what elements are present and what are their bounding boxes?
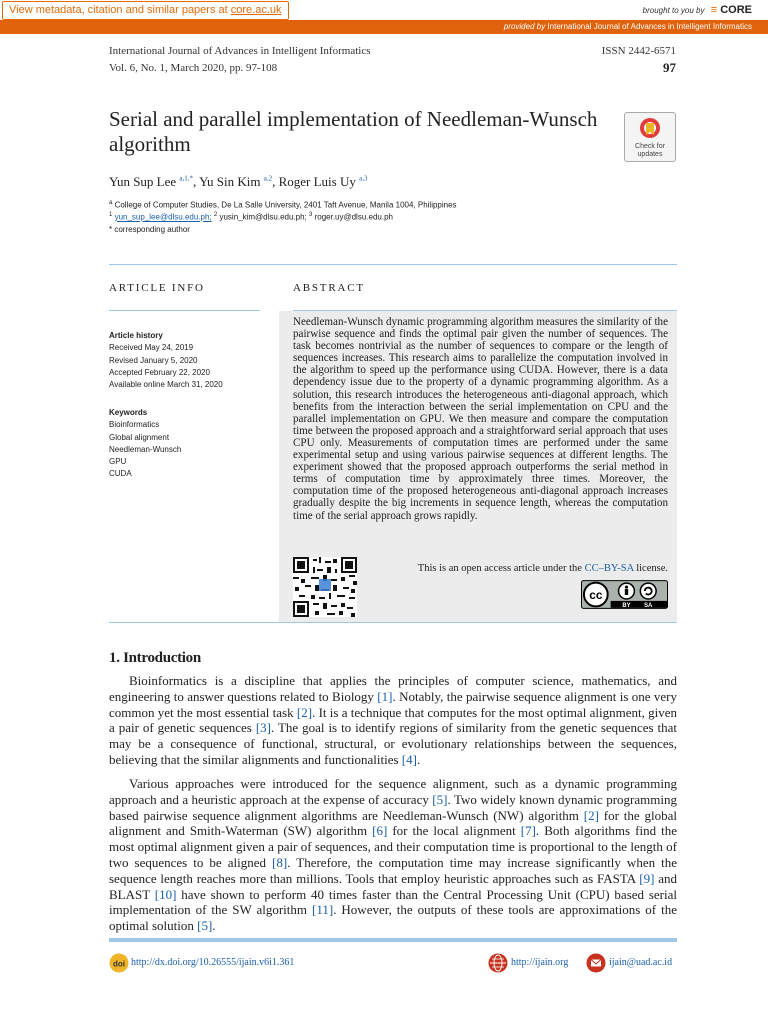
citation-link[interactable]: [5] [197,918,213,934]
globe-icon [488,953,508,973]
email-text: roger.uy@dlsu.edu.ph [314,212,393,222]
citation-link[interactable]: [2] [583,807,599,823]
qr-code-icon[interactable] [293,557,357,617]
paper-title: Serial and parallel implementation of Needleman-Wunsch algorithm [109,107,598,156]
author: Roger Luis Uy [278,174,356,189]
corresponding-author: * corresponding author [109,225,190,234]
author-list: Yun Sup Lee $^{a,1,*}$, Yu Sin Kim $^{a,2}$, Roger Luis Uy $^{a,3}$ [109,174,368,189]
abstract-text: Needleman-Wunsch dynamic programming algorithm measures the similarity of the pairwise sequence and finds the optimal pair given the number of sequences. The task becomes nontrivial as the number of sequences to compare or the length of sequences increases. This research aims to parallelize the computation involved in the algorithm to speed up the performance using CUDA. However, there is a data dependency issue due to the property of a dynamic programming algorithm. As a solution, this research introduces the heterogeneous anti-diagonal approach, which benefits from the interaction between the serial implementation on CPU and the parallel implementation on GPU. We then measure and compare the computation time between the proposed approach and a straightforward serial approach that uses CPU only. Measurements of computation times are performed under the same experimental setup and using various pairwise sequences at different lengths. The experiment showed that the proposed approach outperforms the serial method in terms of computation time by approximately three times. Moreover, the computation time of the proposed heterogeneous anti-diagonal approach increases gradually despite the big increments in sequence length, whereas the computation time of the serial approach grows rapidly. [293,316,668,522]
svg-text:BY: BY [622,602,631,609]
intro-paragraph-1: Bioinformatics is a discipline that applies the principles of computer science, mathematics, and engineering to answer questions related to Biology [1]. Notably, the pairwise sequence alignment is one very common yet the most essential task [2]. It is a technique that computes for the most optimal alignment, given a pair of genetic sequences [3]. The goal is to identify regions of similarity from the genetic sequences that may be a consequence of functional, structural, or evolutionary relationships between the sequences, believing that the similar alignments and functionalities [4]. [109,673,677,767]
mail-icon [586,953,606,973]
author: Yu Sin Kim [199,174,261,189]
citation-link[interactable]: [7] [520,823,536,839]
intro-paragraph-2: Various approaches were introduced for the sequence alignment, such as a dynamic programming approach and a heuristic approach at the expense of accuracy [5]. Two widely known dynamic programming based pairwise sequence alignment algorithms are Needleman-Wunsch (NW) algorithm [2] for the global alignment and Smith-Waterman (SW) algorithm [6] for the local alignment [7]. Both algorithms find the most optimal alignment given a pair of sequences, and their computation time is proportional to the length of two sequences to be aligned [8]. Therefore, the computation time may increase significantly when the sequence length reaches more than millions. Tools that employ heuristic approaches such as FASTA [9] and BLAST [10] have shown to perform 40 times faster than the Central Processing Unit (CPU) based serial implementation of the SW algorithm [11]. However, the outputs of these tools are approximations of the optimal solution [5]. [109,776,678,934]
email-link[interactable]: yun_sup_lee@dlsu.edu.ph; [114,212,212,222]
bookmark-icon [639,117,661,143]
citation-link[interactable]: [11] [312,902,334,918]
affiliation: $^a$ College of Computer Studies, De La Salle University, 2401 Taft Avenue, Manila 1004, Philippines [109,200,457,210]
journal-title: International Journal of Advances in Intelligent Informatics [109,45,371,57]
license-statement: This is an open access article under the CC–BY-SA license. [417,563,668,574]
section-rule [109,264,677,265]
core-metadata-link[interactable]: View metadata, citation and similar papers at core.ac.uk [2,1,289,20]
issn: ISSN 2442-6571 [601,45,676,57]
page-number: 97 [663,60,676,75]
citation-link[interactable]: [4] [401,751,417,767]
citation-link[interactable]: [10] [154,886,177,902]
article-info-heading: ARTICLE INFO [109,282,205,294]
citation-link[interactable]: [6] [372,823,388,839]
core-logo-icon[interactable]: ≡ CORE [710,4,752,16]
email-text: yusin_kim@dlsu.edu.ph; [219,212,307,222]
svg-text:SA: SA [644,602,653,609]
journal-email-link[interactable]: ijain@uad.ac.id [609,957,673,968]
journal-site-link[interactable]: http://ijain.org [511,957,569,968]
keywords: Keywords Bioinformatics Global alignment Needleman-Wunsch GPU CUDA [109,408,182,479]
citation-link[interactable]: [2] [296,704,313,720]
citation-link[interactable]: [3] [255,720,271,736]
author: Yun Sup Lee [109,174,177,189]
abstract-bottom-rule [109,622,677,623]
svg-text:doi: doi [113,959,125,969]
abstract-heading: ABSTRACT [293,282,365,294]
author-emails: $^1$ yun_sup_lee@dlsu.edu.ph; $^2$ yusin_kim@dlsu.edu.ph; $^3$ roger.uy@dlsu.edu.ph [109,212,393,222]
check-for-updates-button[interactable]: Check for updates [624,112,676,162]
journal-volume: Vol. 6, No. 1, March 2020, pp. 97-108 [109,62,278,74]
section-heading: 1. Introduction [109,650,201,666]
doi-icon [109,953,129,973]
doi-link[interactable]: http://dx.doi.org/10.26555/ijain.v6i1.361 [131,957,295,968]
footer-rule [109,938,677,942]
core-brought-by: brought to you by ≡ CORE [642,4,752,16]
cc-by-sa-link[interactable]: CC–BY-SA [584,563,634,574]
info-rule [109,310,260,311]
provider-text: provided by International Journal of Advances in Intelligent Informatics [503,22,752,31]
cc-by-sa-badge-icon[interactable] [581,580,668,609]
citation-link[interactable]: [5] [432,791,448,807]
citation-link[interactable]: [1] [377,688,393,704]
citation-link[interactable]: [9] [639,870,655,886]
article-history: Article history Received May 24, 2019 Revised January 5, 2020 Accepted February 22, 2020 Available online March 31, 2020 [109,331,223,390]
citation-link[interactable]: [8] [272,854,288,870]
svg-text:cc: cc [589,587,603,602]
